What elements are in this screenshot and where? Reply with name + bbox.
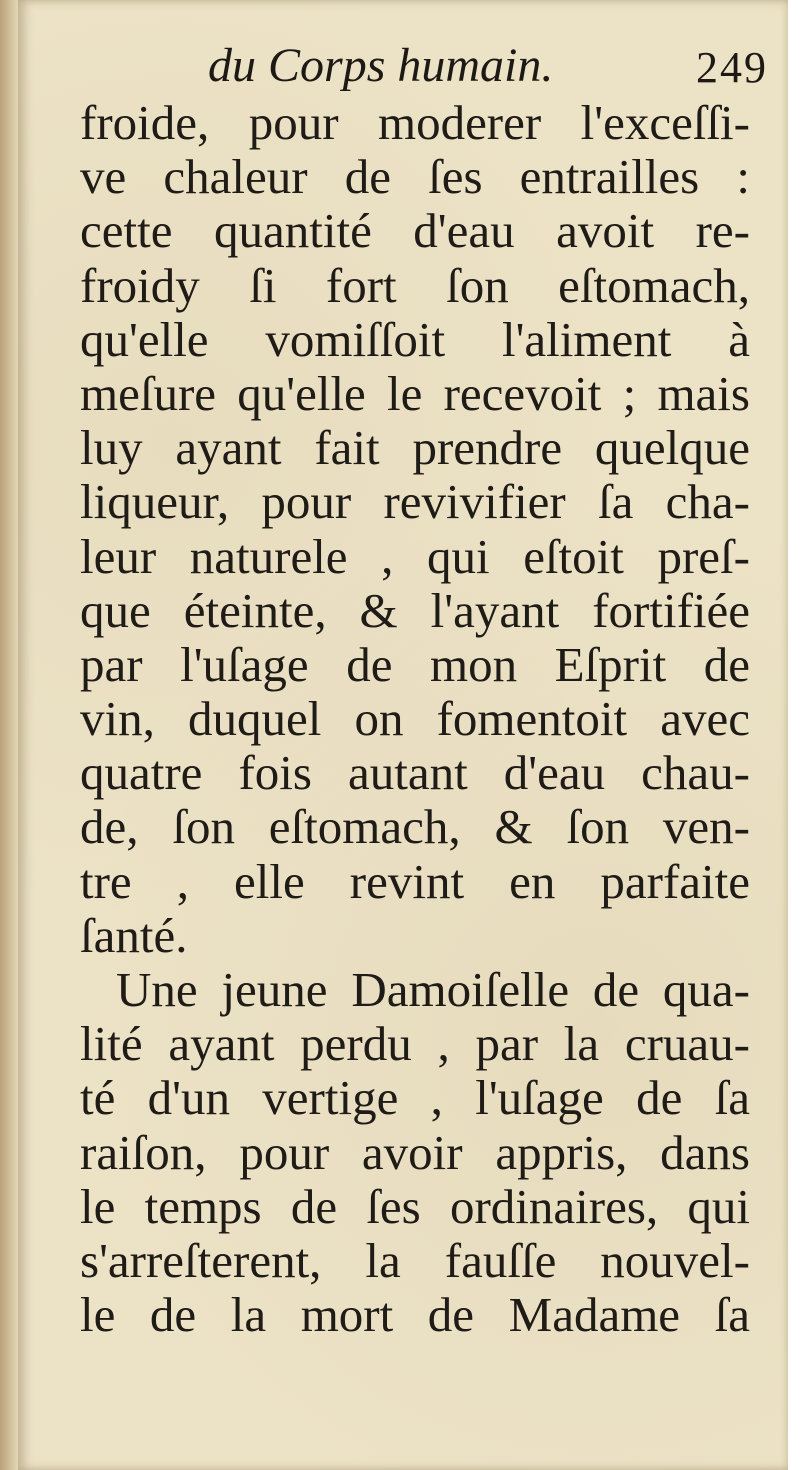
text-line: froidy ſi fort ſon eſtomach,: [80, 258, 750, 313]
text-line: liqueur, pour revivifier ſa cha-: [80, 475, 750, 530]
paragraph-end-line: ſanté.: [80, 908, 188, 963]
text-line: par l'uſage de mon Eſprit de: [80, 637, 750, 692]
text-line: le temps de ſes ordinaires, qui: [80, 1179, 750, 1234]
text-line: raiſon, pour avoir appris, dans: [80, 1125, 750, 1180]
text-line: lité ayant perdu , par la cruau-: [80, 1017, 750, 1072]
text-line: luy ayant fait prendre quelque: [80, 421, 750, 476]
body-text: [80, 96, 750, 1342]
text-line: tre , elle revint en parfaite: [80, 854, 750, 909]
text-line: meſure qu'elle le recevoit ; mais: [80, 366, 750, 421]
book-page: [18, 0, 788, 1470]
text-line: s'arreſterent, la fauſſe nouvel-: [80, 1233, 750, 1288]
text-line: de, ſon eſtomach, & ſon ven-: [80, 800, 750, 855]
text-line: leur naturele , qui eſtoit preſ-: [80, 529, 750, 584]
book-gutter: [0, 0, 18, 1470]
text-line: vin, duquel on fomentoit avec: [80, 692, 750, 747]
text-line: qu'elle vomiſſoit l'aliment à: [80, 312, 750, 367]
text-line: que éteinte, & l'ayant fortifiée: [80, 583, 750, 638]
text-line: le de la mort de Madame ſa: [80, 1288, 750, 1343]
text-line: quatre fois autant d'eau chau-: [80, 746, 750, 801]
text-line: cette quantité d'eau avoit re-: [80, 204, 750, 259]
text-line: té d'un vertige , l'uſage de ſa: [80, 1071, 750, 1126]
page-number: 249: [696, 43, 768, 92]
running-head-title: du Corps humain.: [208, 39, 554, 92]
text-line: ve chaleur de ſes entrailles :: [80, 150, 750, 205]
text-line: froide, pour moderer l'exceſſi-: [80, 96, 750, 150]
paragraph-start-line: Une jeune Damoiſelle de qua-: [116, 963, 750, 1017]
